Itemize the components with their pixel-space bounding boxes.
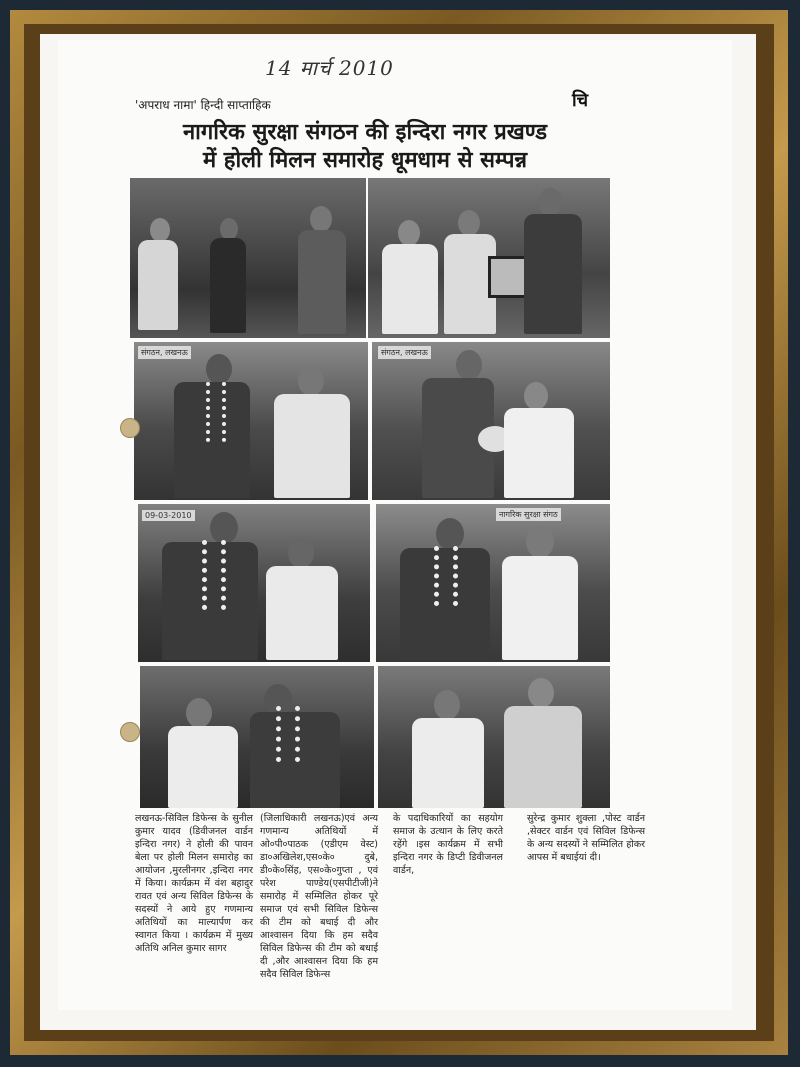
photo-collage bbox=[130, 178, 610, 808]
photo-6 bbox=[376, 504, 610, 662]
article-column-1: लखनऊ-सिविल डिफेन्स के सुनील कुमार यादव (डिवीजनल वार्डन इन्दिरा नगर) ने होली की पावन बेला पर होली मिलन समारोह का आयोजन ,मुरलीनगर ,इन्दिरा नगर में किया। कार्यक्रम में वंश बहादुर रावत एवं अन्य सिविल डिफेन्स के सदस्यों ने आये हुए गणमान्य अतिथियों का माल्यार्पण कर स्वागत किया । कार्यक्रम में मुख्य अतिथि अनिल कुमार सागर bbox=[135, 813, 253, 954]
photo-banner-1: संगठन, लखनऊ bbox=[138, 346, 191, 359]
headline bbox=[120, 118, 610, 174]
headline-line-2: में होली मिलन समारोह धूमधाम से सम्पन्न bbox=[202, 147, 528, 173]
photo-banner-4: 09-03-2010 bbox=[142, 510, 195, 521]
photo-8 bbox=[378, 666, 610, 808]
photo-2 bbox=[368, 178, 610, 338]
article-column-4: सुरेन्द्र कुमार शुक्ला ,पोस्ट वार्डन ,सेक्टर वार्डन एवं सिविल डिफेन्स के अन्य सदस्यों ने सम्मिलित होकर आपस में बधाईयां दी। bbox=[527, 813, 645, 863]
photo-3 bbox=[134, 342, 368, 500]
article-column-3: के पदाधिकारियों का सहयोग समाज के उत्थान के लिए करते रहेंगे ।इस कार्यक्रम में सभी इन्दिरा नगर के डिप्टी डिवीजनल वार्डन, bbox=[393, 813, 503, 876]
handwritten-date: 14 मार्च 2010 bbox=[265, 56, 394, 80]
photo-banner-2: संगठन, लखनऊ bbox=[378, 346, 431, 359]
binder-hole-top bbox=[120, 418, 140, 438]
photo-4 bbox=[372, 342, 610, 500]
article-column-2: (जिलाधिकारी लखनऊ)एवं अन्य गणमान्य अतिथियों में ओ०पी०पाठक (एडीएम वेस्ट) डा०अखिलेश,एस०के० दुबे, डी०के०सिंह, एस०के०गुप्ता , एवं परेश पाण्डेय(एसपीटीजी)ने समारोह में सम्मिलित होकर पूरे समाज एवं सभी सिविल डिफेन्स की टीम को बधाई दी और आश्वासन दिया कि हम सदैव सिविल डिफेन्स की टीम को बधाई दी ,और आश्वासन दिया कि हम सदैव सिविल डिफेन्स bbox=[260, 813, 378, 980]
photo-7 bbox=[140, 666, 374, 808]
masthead-title: 'अपराध नामा' हिन्दी साप्ताहिक bbox=[135, 98, 271, 112]
masthead-fragment: चि bbox=[572, 90, 589, 111]
photo-1 bbox=[130, 178, 366, 338]
headline-line-1: नागरिक सुरक्षा संगठन की इन्दिरा नगर प्रखण्ड bbox=[182, 119, 548, 145]
photo-banner-3: नागरिक सुरक्षा संगठ bbox=[496, 508, 561, 521]
photo-5 bbox=[138, 504, 370, 662]
binder-hole-bottom bbox=[120, 722, 140, 742]
